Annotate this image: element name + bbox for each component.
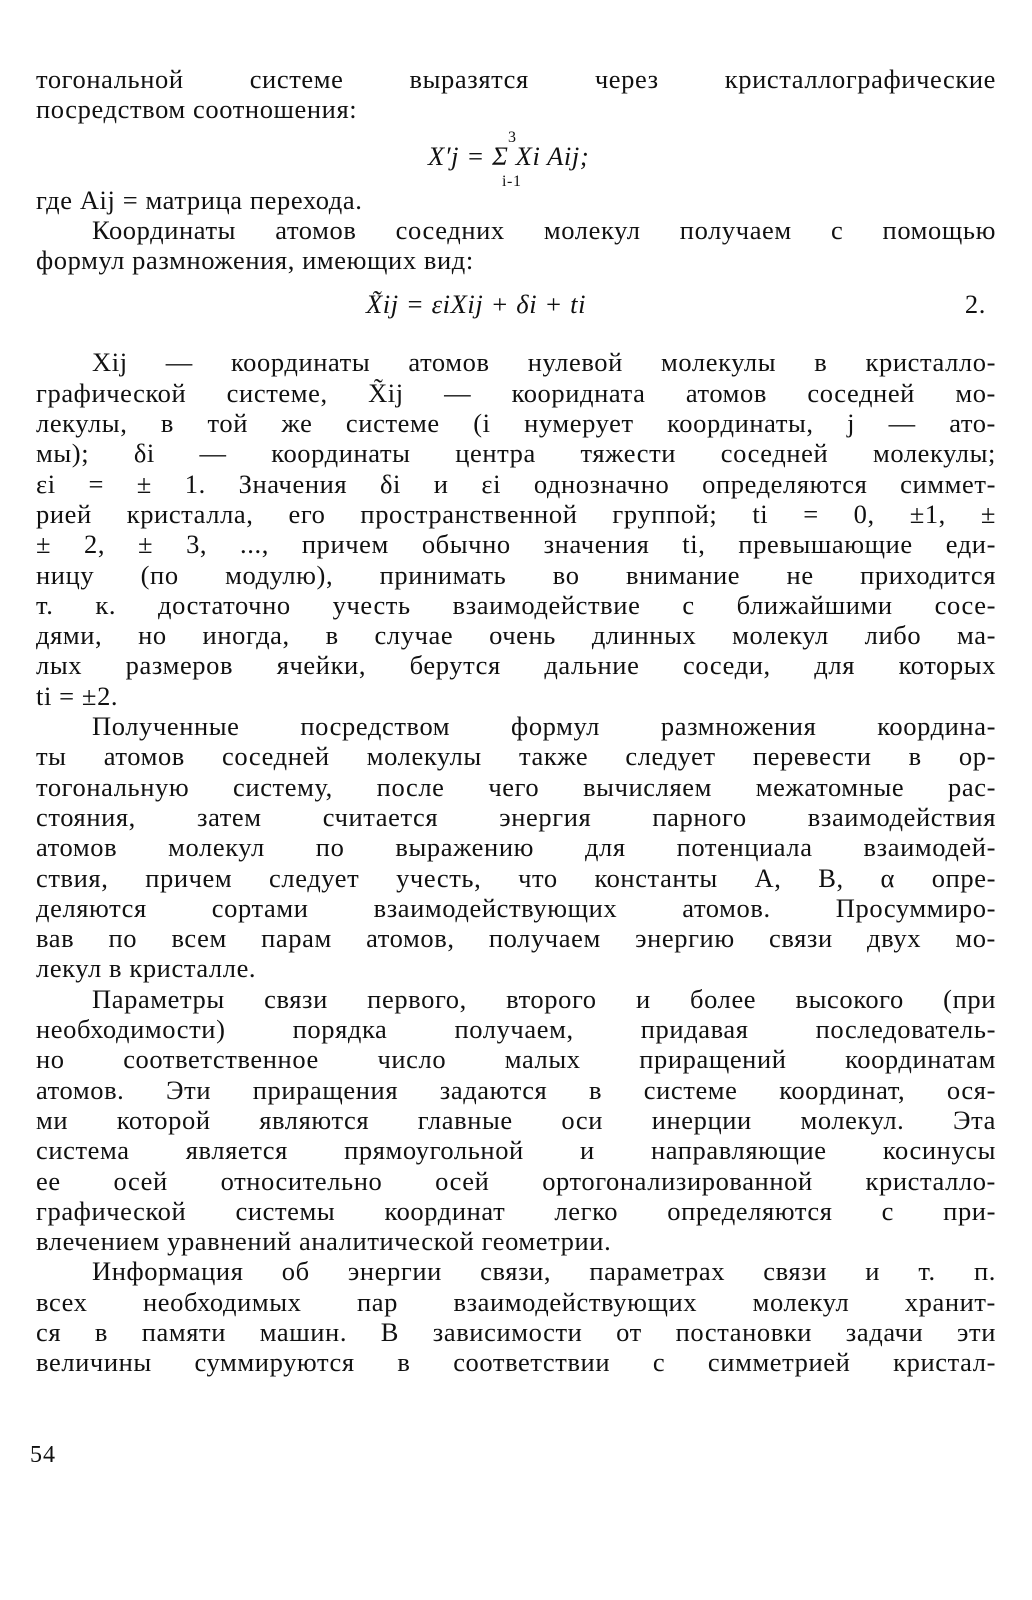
text-line: Информация об энергии связи, параметрах связи и т. п. [92, 1256, 996, 1287]
text-line: вав по всем парам атомов, получаем энергию связи двух мо- [36, 923, 996, 954]
text-line: графической системы координат легко определяются с при- [36, 1195, 996, 1226]
formula-number: 2. [964, 289, 986, 320]
text-line: стояния, затем считается энергия парного взаимодействия [36, 801, 996, 832]
text-line: ti = ±2. [36, 680, 119, 711]
sum-lower-limit: i-1 [502, 172, 522, 190]
text-line: величины суммируются в соответствии с симметрией кристал- [36, 1347, 996, 1378]
text-line: ницу (по модулю), принимать во внимание не приходится [36, 559, 996, 590]
text-line: атомов. Эти приращения задаются в системе координат, ося- [36, 1074, 996, 1105]
text-line: мы); δi — координаты центра тяжести соседней молекулы; [36, 438, 996, 469]
text-line: атомов молекул по выражению для потенциала взаимодей- [36, 832, 996, 863]
text-line: Параметры связи первого, второго и более высокого (при [92, 983, 996, 1014]
text-line: но соответственное число малых приращений координатам [36, 1044, 996, 1075]
text-line: т. к. достаточно учесть взаимодействие с ближайшими сосе- [36, 589, 996, 620]
text-line: ствия, причем следует учесть, что константы A, B, α опре- [36, 862, 996, 893]
text-line: деляются сортами взаимодействующих атомов. Просуммиро- [36, 892, 996, 923]
text-line: ся в памяти машин. В зависимости от постановки задачи эти [36, 1316, 996, 1347]
text-line: εi = ± 1. Значения δi и εi однозначно определяются симмет- [36, 468, 996, 499]
text-line: лекул в кристалле. [36, 953, 257, 984]
page-number: 54 [30, 1442, 56, 1468]
text-line: тогональную систему, после чего вычисляем межатомные рас- [36, 771, 996, 802]
text-line: Координаты атомов соседних молекул получаем с помощью [92, 214, 996, 245]
paragraph-energy [36, 711, 996, 984]
paragraph-coordinates [36, 215, 996, 276]
text-line: необходимости) порядка получаем, придавая последователь- [36, 1014, 996, 1045]
paragraph-parameters [36, 984, 996, 1257]
text-line: лекулы, в той же системе (i нумерует координаты, j — ато- [36, 408, 996, 439]
text-line: формул размножения, имеющих вид: [36, 245, 474, 276]
text-line: всех необходимых пар взаимодействующих молекул хранит- [36, 1286, 996, 1317]
text-line: система является прямоугольной и направляющие косинусы [36, 1135, 996, 1166]
text-line-where: где Aij = матрица перехода. [36, 184, 363, 215]
text-line: рией кристалла, его пространственной группой; ti = 0, ±1, ± [36, 498, 996, 529]
text-line: ты атомов соседней молекулы также следует перевести в ор- [36, 741, 996, 772]
formula-transform-text: X′j = Σ Xi Aij; [428, 140, 590, 171]
text-line: ми которой являются главные оси инерции молекул. Эта [36, 1104, 996, 1135]
formula-transform [36, 125, 996, 190]
paragraph-definitions [36, 347, 996, 711]
text-line: влечением уравнений аналитической геометрии. [36, 1226, 612, 1257]
paragraph-information [36, 1256, 996, 1377]
text-line: ± 2, ± 3, ..., причем обычно значения ti, превышающие еди- [36, 529, 996, 560]
text-line: графической системе, X̃ij — кооридната атомов соседней мо- [36, 377, 996, 408]
page-body [36, 64, 996, 1378]
text-line: тогональной системе выразятся через кристаллографические [36, 64, 996, 94]
formula-multiplication-text: X̃ij = εiXij + δi + ti [366, 289, 587, 320]
text-line: ее осей относительно осей ортогонализированной кристалло- [36, 1165, 996, 1196]
text-line: лых размеров ячейки, берутся дальние соседи, для которых [36, 650, 996, 681]
paragraph-intro [36, 64, 996, 125]
formula-multiplication [36, 275, 996, 337]
text-line: посредством соотношения: [36, 94, 358, 125]
sum-upper-limit: 3 [508, 128, 517, 146]
text-line: Xij — координаты атомов нулевой молекулы в кристалло- [92, 347, 996, 378]
text-line: дями, но иногда, в случае очень длинных молекул либо ма- [36, 620, 996, 651]
text-line: Полученные посредством формул размножения координа- [92, 711, 996, 742]
